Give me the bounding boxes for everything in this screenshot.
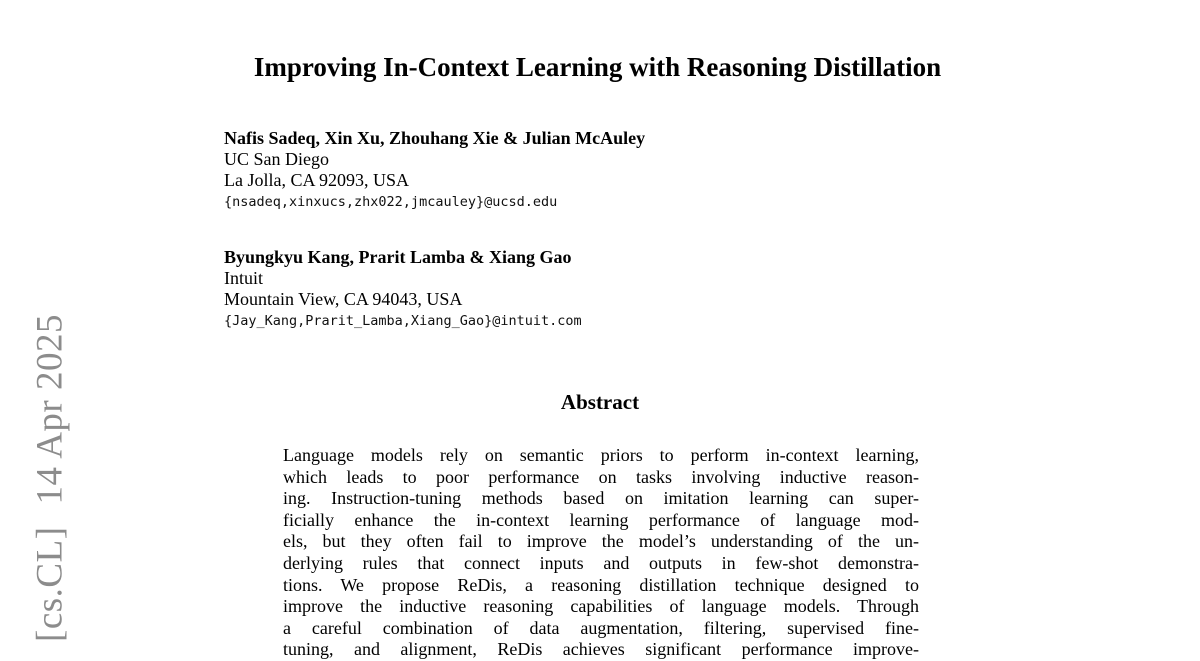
- author-block-ucsd: [224, 128, 924, 213]
- abstract-line: ficially enhance the in-context learning performance of language mod-: [283, 509, 919, 530]
- paper-title: Improving In-Context Learning with Reasoning Distillation: [253, 52, 942, 82]
- arxiv-stamp: [29, 314, 72, 642]
- abstract-line: derlying rules that connect inputs and outputs in few-shot demonstra-: [283, 552, 919, 573]
- abstract-body: [283, 445, 919, 661]
- abstract-line: tions. We propose ReDis, a reasoning distillation technique designed to: [283, 574, 919, 595]
- author-email[interactable]: {nsadeq,xinxucs,zhx022,jmcauley}@ucsd.edu: [224, 194, 558, 210]
- abstract-heading: Abstract: [560, 390, 640, 414]
- author-location: La Jolla, CA 92093, USA: [224, 170, 410, 190]
- author-block-intuit: [224, 247, 924, 332]
- abstract-line: a careful combination of data augmentation, filtering, supervised fine-: [283, 617, 919, 638]
- author-names: Byungkyu Kang, Prarit Lamba & Xiang Gao: [224, 247, 572, 267]
- author-names: Nafis Sadeq, Xin Xu, Zhouhang Xie & Julian McAuley: [224, 128, 646, 148]
- author-affiliation: UC San Diego: [224, 149, 329, 169]
- abstract-line: Language models rely on semantic priors to perform in-context learning,: [283, 445, 919, 465]
- author-affiliation: Intuit: [224, 268, 263, 288]
- arxiv-date: 14 Apr 2025: [29, 314, 71, 505]
- abstract-line: which leads to poor performance on tasks involving inductive reason-: [283, 466, 919, 487]
- abstract-line: tuning, and alignment, ReDis achieves significant performance improve-: [283, 639, 919, 660]
- author-email[interactable]: {Jay_Kang,Prarit_Lamba,Xiang_Gao}@intuit.com: [224, 313, 582, 329]
- arxiv-category: [cs.CL]: [29, 526, 71, 642]
- abstract-line: ing. Instruction-tuning methods based on imitation learning can super-: [283, 488, 919, 509]
- author-location: Mountain View, CA 94043, USA: [224, 289, 463, 309]
- abstract-line: els, but they often fail to improve the model’s understanding of the un-: [283, 531, 919, 552]
- abstract-line: improve the inductive reasoning capabilities of language models. Through: [283, 596, 919, 617]
